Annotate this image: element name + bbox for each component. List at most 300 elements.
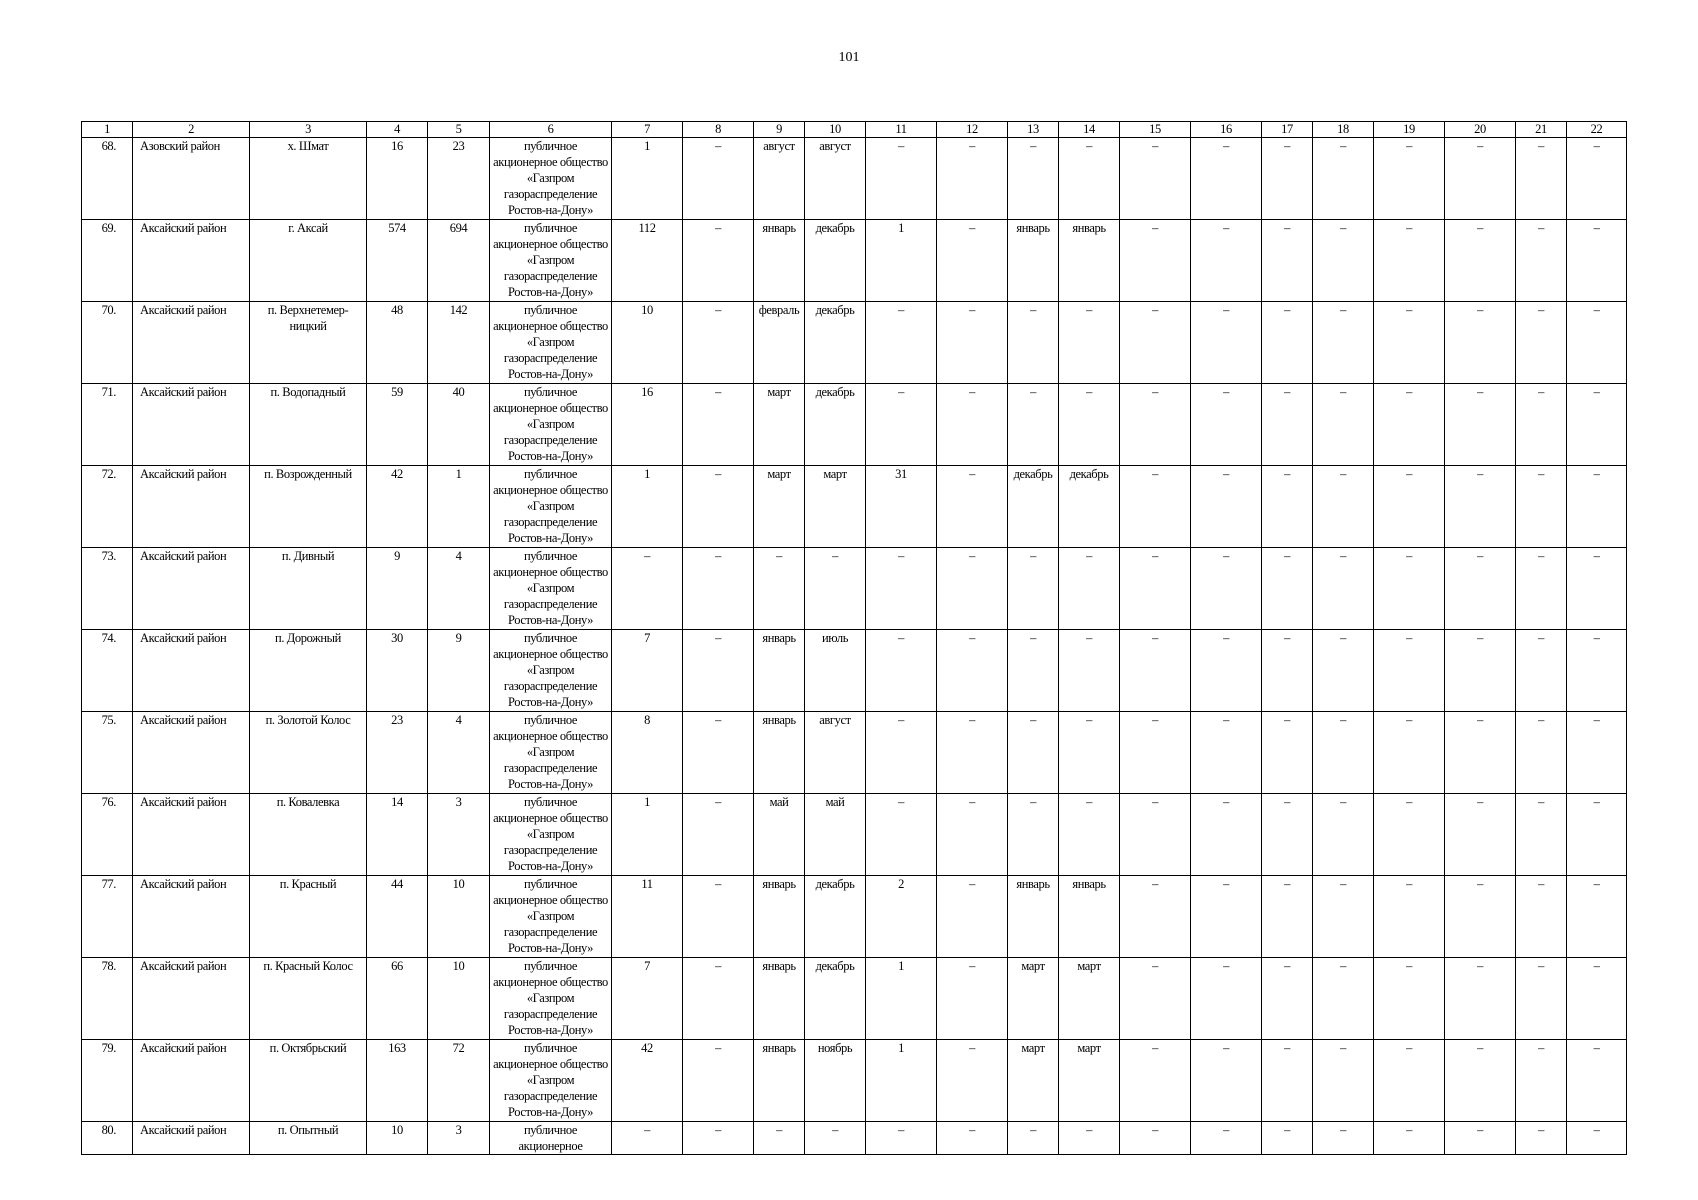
table-body	[82, 138, 1627, 1155]
table-cell-col-22: –	[1567, 1040, 1627, 1122]
table-cell-col-3: п. Дорожный	[250, 630, 367, 712]
table-cell-col-11: –	[866, 1122, 937, 1155]
table-cell-col-20: –	[1445, 548, 1516, 630]
table-cell-col-11: 1	[866, 220, 937, 302]
table-cell-col-21: –	[1516, 384, 1567, 466]
table-cell-col-5: 10	[428, 876, 490, 958]
table-cell-col-6: публичное акционерное общество «Газпром газораспределение Ростов-на-Дону»	[490, 958, 612, 1040]
table-cell-col-20: –	[1445, 876, 1516, 958]
column-header-1: 1	[82, 122, 133, 138]
column-header-15: 15	[1120, 122, 1191, 138]
table-cell-col-8: –	[683, 712, 754, 794]
table-cell-col-16: –	[1191, 876, 1262, 958]
table-cell-col-21: –	[1516, 712, 1567, 794]
table-cell-col-6: публичное акционерное общество «Газпром газораспределение Ростов-на-Дону»	[490, 1040, 612, 1122]
table-cell-col-18: –	[1313, 302, 1374, 384]
table-cell-col-2: Аксайский район	[133, 384, 250, 466]
table-row	[82, 1122, 1627, 1155]
page-number: 101	[838, 50, 860, 65]
table-cell-col-7: 42	[612, 1040, 683, 1122]
table-cell-col-11: –	[866, 712, 937, 794]
table-cell-col-22: –	[1567, 1122, 1627, 1155]
table-cell-col-2: Аксайский район	[133, 630, 250, 712]
table-cell-col-16: –	[1191, 138, 1262, 220]
table-cell-col-9: март	[754, 384, 805, 466]
table-cell-col-16: –	[1191, 302, 1262, 384]
table-cell-col-13: январь	[1008, 220, 1059, 302]
table-cell-col-5: 4	[428, 712, 490, 794]
column-header-16: 16	[1191, 122, 1262, 138]
table-cell-col-20: –	[1445, 302, 1516, 384]
table-cell-col-1: 77.	[82, 876, 133, 958]
table-cell-col-17: –	[1262, 466, 1313, 548]
table-cell-col-20: –	[1445, 1122, 1516, 1155]
table-cell-col-12: –	[937, 384, 1008, 466]
table-cell-col-15: –	[1120, 220, 1191, 302]
table-cell-col-21: –	[1516, 958, 1567, 1040]
table-cell-col-2: Аксайский район	[133, 712, 250, 794]
table-cell-col-11: 1	[866, 958, 937, 1040]
table-cell-col-12: –	[937, 876, 1008, 958]
table-cell-col-6: публичное акционерное	[490, 1122, 612, 1155]
table-cell-col-1: 71.	[82, 384, 133, 466]
table-cell-col-19: –	[1374, 220, 1445, 302]
table-cell-col-20: –	[1445, 138, 1516, 220]
table-cell-col-20: –	[1445, 466, 1516, 548]
table-cell-col-17: –	[1262, 630, 1313, 712]
table-cell-col-14: –	[1059, 138, 1120, 220]
table-cell-col-5: 10	[428, 958, 490, 1040]
table-cell-col-22: –	[1567, 384, 1627, 466]
table-cell-col-1: 68.	[82, 138, 133, 220]
table-cell-col-7: 11	[612, 876, 683, 958]
table-cell-col-22: –	[1567, 794, 1627, 876]
table-cell-col-5: 23	[428, 138, 490, 220]
table-cell-col-3: п. Верхнетемер-ницкий	[250, 302, 367, 384]
table-cell-col-10: декабрь	[805, 220, 866, 302]
table-cell-col-19: –	[1374, 548, 1445, 630]
table-cell-col-18: –	[1313, 384, 1374, 466]
table-cell-col-22: –	[1567, 220, 1627, 302]
table-cell-col-13: –	[1008, 138, 1059, 220]
table-cell-col-21: –	[1516, 630, 1567, 712]
table-cell-col-15: –	[1120, 958, 1191, 1040]
table-cell-col-15: –	[1120, 548, 1191, 630]
table-cell-col-22: –	[1567, 302, 1627, 384]
table-cell-col-1: 72.	[82, 466, 133, 548]
table-row	[82, 302, 1627, 384]
table-cell-col-12: –	[937, 466, 1008, 548]
table-cell-col-8: –	[683, 1122, 754, 1155]
table-row	[82, 384, 1627, 466]
table-cell-col-11: –	[866, 794, 937, 876]
column-header-12: 12	[937, 122, 1008, 138]
table-cell-col-14: –	[1059, 794, 1120, 876]
table-cell-col-9: январь	[754, 1040, 805, 1122]
table-cell-col-14: –	[1059, 384, 1120, 466]
table-cell-col-9: январь	[754, 712, 805, 794]
table-cell-col-10: май	[805, 794, 866, 876]
table-cell-col-16: –	[1191, 958, 1262, 1040]
column-header-7: 7	[612, 122, 683, 138]
table-cell-col-21: –	[1516, 548, 1567, 630]
column-header-20: 20	[1445, 122, 1516, 138]
table-cell-col-14: декабрь	[1059, 466, 1120, 548]
table-cell-col-13: март	[1008, 1040, 1059, 1122]
table-cell-col-12: –	[937, 712, 1008, 794]
table-cell-col-2: Аксайский район	[133, 958, 250, 1040]
table-cell-col-20: –	[1445, 1040, 1516, 1122]
table-cell-col-10: март	[805, 466, 866, 548]
table-cell-col-12: –	[937, 220, 1008, 302]
table-cell-col-5: 3	[428, 1122, 490, 1155]
table-cell-col-8: –	[683, 1040, 754, 1122]
table-cell-col-19: –	[1374, 1122, 1445, 1155]
table-cell-col-8: –	[683, 794, 754, 876]
table-cell-col-10: август	[805, 138, 866, 220]
column-header-18: 18	[1313, 122, 1374, 138]
table-cell-col-9: февраль	[754, 302, 805, 384]
table-cell-col-7: 10	[612, 302, 683, 384]
column-header-3: 3	[250, 122, 367, 138]
table-cell-col-3: п. Возрожденный	[250, 466, 367, 548]
column-header-8: 8	[683, 122, 754, 138]
table-cell-col-12: –	[937, 958, 1008, 1040]
table-cell-col-6: публичное акционерное общество «Газпром газораспределение Ростов-на-Дону»	[490, 630, 612, 712]
table-cell-col-3: п. Опытный	[250, 1122, 367, 1155]
table-cell-col-19: –	[1374, 138, 1445, 220]
table-cell-col-10: июль	[805, 630, 866, 712]
table-cell-col-14: –	[1059, 630, 1120, 712]
table-cell-col-13: –	[1008, 302, 1059, 384]
table-cell-col-21: –	[1516, 876, 1567, 958]
header-row	[82, 122, 1627, 138]
gasification-table	[81, 121, 1627, 1155]
table-cell-col-10: декабрь	[805, 302, 866, 384]
table-cell-col-1: 73.	[82, 548, 133, 630]
table-cell-col-17: –	[1262, 302, 1313, 384]
table-cell-col-7: –	[612, 548, 683, 630]
table-row	[82, 138, 1627, 220]
table-cell-col-4: 16	[367, 138, 428, 220]
table-cell-col-11: 1	[866, 1040, 937, 1122]
table-cell-col-1: 80.	[82, 1122, 133, 1155]
table-cell-col-15: –	[1120, 1122, 1191, 1155]
table-cell-col-2: Аксайский район	[133, 794, 250, 876]
table-cell-col-10: декабрь	[805, 384, 866, 466]
table-row	[82, 466, 1627, 548]
table-cell-col-17: –	[1262, 1122, 1313, 1155]
table-cell-col-13: –	[1008, 548, 1059, 630]
table-cell-col-19: –	[1374, 794, 1445, 876]
table-cell-col-22: –	[1567, 712, 1627, 794]
table-cell-col-10: –	[805, 1122, 866, 1155]
table-cell-col-11: –	[866, 548, 937, 630]
table-cell-col-15: –	[1120, 630, 1191, 712]
table-cell-col-16: –	[1191, 794, 1262, 876]
table-cell-col-21: –	[1516, 1040, 1567, 1122]
table-cell-col-19: –	[1374, 302, 1445, 384]
column-header-5: 5	[428, 122, 490, 138]
column-header-11: 11	[866, 122, 937, 138]
table-cell-col-20: –	[1445, 794, 1516, 876]
table-cell-col-9: январь	[754, 876, 805, 958]
table-cell-col-8: –	[683, 630, 754, 712]
table-cell-col-13: декабрь	[1008, 466, 1059, 548]
table-cell-col-6: публичное акционерное общество «Газпром газораспределение Ростов-на-Дону»	[490, 302, 612, 384]
table-cell-col-12: –	[937, 138, 1008, 220]
table-cell-col-2: Аксайский район	[133, 1122, 250, 1155]
table-cell-col-22: –	[1567, 548, 1627, 630]
table-cell-col-3: п. Красный	[250, 876, 367, 958]
table-cell-col-2: Аксайский район	[133, 466, 250, 548]
table-cell-col-11: –	[866, 630, 937, 712]
table-cell-col-18: –	[1313, 1040, 1374, 1122]
table-row	[82, 958, 1627, 1040]
table-cell-col-8: –	[683, 384, 754, 466]
table-cell-col-4: 10	[367, 1122, 428, 1155]
table-cell-col-13: –	[1008, 712, 1059, 794]
table-cell-col-19: –	[1374, 466, 1445, 548]
table-cell-col-19: –	[1374, 876, 1445, 958]
table-cell-col-7: 1	[612, 466, 683, 548]
table-cell-col-5: 72	[428, 1040, 490, 1122]
table-cell-col-20: –	[1445, 712, 1516, 794]
table-cell-col-15: –	[1120, 712, 1191, 794]
column-header-6: 6	[490, 122, 612, 138]
table-cell-col-16: –	[1191, 630, 1262, 712]
table-cell-col-5: 40	[428, 384, 490, 466]
table-cell-col-12: –	[937, 302, 1008, 384]
table-cell-col-10: август	[805, 712, 866, 794]
table-cell-col-10: ноябрь	[805, 1040, 866, 1122]
table-cell-col-8: –	[683, 302, 754, 384]
table-cell-col-22: –	[1567, 466, 1627, 548]
table-cell-col-7: 7	[612, 958, 683, 1040]
table-cell-col-9: август	[754, 138, 805, 220]
table-cell-col-18: –	[1313, 876, 1374, 958]
table-cell-col-9: –	[754, 548, 805, 630]
table-cell-col-16: –	[1191, 1040, 1262, 1122]
table-cell-col-14: –	[1059, 548, 1120, 630]
table-cell-col-18: –	[1313, 220, 1374, 302]
column-header-14: 14	[1059, 122, 1120, 138]
table-cell-col-2: Аксайский район	[133, 302, 250, 384]
column-header-19: 19	[1374, 122, 1445, 138]
table-cell-col-13: январь	[1008, 876, 1059, 958]
table-cell-col-2: Азовский район	[133, 138, 250, 220]
table-cell-col-4: 163	[367, 1040, 428, 1122]
table-cell-col-4: 23	[367, 712, 428, 794]
table-cell-col-6: публичное акционерное общество «Газпром газораспределение Ростов-на-Дону»	[490, 384, 612, 466]
table-cell-col-7: 7	[612, 630, 683, 712]
column-header-17: 17	[1262, 122, 1313, 138]
table-cell-col-19: –	[1374, 630, 1445, 712]
table-cell-col-12: –	[937, 1122, 1008, 1155]
table-cell-col-18: –	[1313, 138, 1374, 220]
table-cell-col-13: –	[1008, 630, 1059, 712]
table-cell-col-6: публичное акционерное общество «Газпром газораспределение Ростов-на-Дону»	[490, 712, 612, 794]
table-cell-col-19: –	[1374, 712, 1445, 794]
table-cell-col-4: 66	[367, 958, 428, 1040]
table-cell-col-21: –	[1516, 302, 1567, 384]
table-cell-col-7: –	[612, 1122, 683, 1155]
table-row	[82, 712, 1627, 794]
table-cell-col-9: май	[754, 794, 805, 876]
table-cell-col-2: Аксайский район	[133, 876, 250, 958]
table-cell-col-16: –	[1191, 384, 1262, 466]
table-cell-col-3: п. Водопадный	[250, 384, 367, 466]
table-cell-col-19: –	[1374, 1040, 1445, 1122]
table-cell-col-4: 9	[367, 548, 428, 630]
table-cell-col-17: –	[1262, 1040, 1313, 1122]
table-cell-col-11: –	[866, 138, 937, 220]
table-cell-col-22: –	[1567, 138, 1627, 220]
table-cell-col-5: 3	[428, 794, 490, 876]
table-cell-col-20: –	[1445, 958, 1516, 1040]
table-cell-col-10: –	[805, 548, 866, 630]
table-cell-col-20: –	[1445, 630, 1516, 712]
table-cell-col-10: декабрь	[805, 876, 866, 958]
table-cell-col-12: –	[937, 1040, 1008, 1122]
table-cell-col-12: –	[937, 548, 1008, 630]
table-cell-col-14: март	[1059, 958, 1120, 1040]
table-cell-col-14: январь	[1059, 220, 1120, 302]
table-cell-col-1: 78.	[82, 958, 133, 1040]
table-cell-col-19: –	[1374, 384, 1445, 466]
table-cell-col-21: –	[1516, 794, 1567, 876]
table-cell-col-17: –	[1262, 548, 1313, 630]
table-cell-col-8: –	[683, 466, 754, 548]
table-cell-col-6: публичное акционерное общество «Газпром газораспределение Ростов-на-Дону»	[490, 466, 612, 548]
table-row	[82, 630, 1627, 712]
table-cell-col-17: –	[1262, 138, 1313, 220]
table-cell-col-4: 59	[367, 384, 428, 466]
table-cell-col-14: январь	[1059, 876, 1120, 958]
table-cell-col-1: 76.	[82, 794, 133, 876]
table-cell-col-22: –	[1567, 876, 1627, 958]
table-cell-col-15: –	[1120, 794, 1191, 876]
table-cell-col-13: –	[1008, 1122, 1059, 1155]
table-cell-col-7: 112	[612, 220, 683, 302]
table-cell-col-11: 2	[866, 876, 937, 958]
table-cell-col-12: –	[937, 630, 1008, 712]
table-cell-col-9: –	[754, 1122, 805, 1155]
table-cell-col-1: 79.	[82, 1040, 133, 1122]
table-cell-col-7: 1	[612, 794, 683, 876]
table-cell-col-4: 574	[367, 220, 428, 302]
column-header-21: 21	[1516, 122, 1567, 138]
table-cell-col-8: –	[683, 138, 754, 220]
table-cell-col-4: 14	[367, 794, 428, 876]
table-cell-col-5: 4	[428, 548, 490, 630]
table-cell-col-13: –	[1008, 384, 1059, 466]
table-cell-col-11: –	[866, 302, 937, 384]
table-cell-col-18: –	[1313, 630, 1374, 712]
table-cell-col-9: январь	[754, 958, 805, 1040]
column-header-22: 22	[1567, 122, 1627, 138]
table-cell-col-11: –	[866, 384, 937, 466]
table-cell-col-7: 1	[612, 138, 683, 220]
table-cell-col-17: –	[1262, 384, 1313, 466]
table-cell-col-15: –	[1120, 302, 1191, 384]
table-cell-col-3: п. Золотой Колос	[250, 712, 367, 794]
table-cell-col-18: –	[1313, 712, 1374, 794]
table-cell-col-9: январь	[754, 220, 805, 302]
table-cell-col-21: –	[1516, 466, 1567, 548]
table-cell-col-2: Аксайский район	[133, 548, 250, 630]
table-cell-col-18: –	[1313, 466, 1374, 548]
table-cell-col-4: 30	[367, 630, 428, 712]
table-cell-col-3: г. Аксай	[250, 220, 367, 302]
table-cell-col-8: –	[683, 958, 754, 1040]
column-header-9: 9	[754, 122, 805, 138]
table-cell-col-12: –	[937, 794, 1008, 876]
table-cell-col-2: Аксайский район	[133, 220, 250, 302]
table-cell-col-18: –	[1313, 548, 1374, 630]
table-cell-col-6: публичное акционерное общество «Газпром газораспределение Ростов-на-Дону»	[490, 138, 612, 220]
table-cell-col-6: публичное акционерное общество «Газпром газораспределение Ростов-на-Дону»	[490, 794, 612, 876]
table-cell-col-8: –	[683, 548, 754, 630]
table-cell-col-5: 694	[428, 220, 490, 302]
table-cell-col-7: 8	[612, 712, 683, 794]
table-cell-col-6: публичное акционерное общество «Газпром газораспределение Ростов-на-Дону»	[490, 548, 612, 630]
table-row	[82, 876, 1627, 958]
table-cell-col-11: 31	[866, 466, 937, 548]
table-cell-col-18: –	[1313, 1122, 1374, 1155]
table-cell-col-15: –	[1120, 466, 1191, 548]
table-cell-col-8: –	[683, 220, 754, 302]
table-cell-col-15: –	[1120, 1040, 1191, 1122]
table-cell-col-4: 44	[367, 876, 428, 958]
table-cell-col-15: –	[1120, 138, 1191, 220]
table-cell-col-18: –	[1313, 958, 1374, 1040]
table-cell-col-17: –	[1262, 794, 1313, 876]
table-cell-col-5: 142	[428, 302, 490, 384]
table-cell-col-14: –	[1059, 712, 1120, 794]
table-row	[82, 794, 1627, 876]
column-header-10: 10	[805, 122, 866, 138]
table-cell-col-16: –	[1191, 548, 1262, 630]
table-cell-col-21: –	[1516, 220, 1567, 302]
table-cell-col-14: –	[1059, 1122, 1120, 1155]
table-cell-col-4: 42	[367, 466, 428, 548]
table-cell-col-5: 1	[428, 466, 490, 548]
table-cell-col-14: март	[1059, 1040, 1120, 1122]
table-cell-col-8: –	[683, 876, 754, 958]
table-cell-col-14: –	[1059, 302, 1120, 384]
table-cell-col-17: –	[1262, 220, 1313, 302]
table-cell-col-13: март	[1008, 958, 1059, 1040]
table-cell-col-10: декабрь	[805, 958, 866, 1040]
table-cell-col-1: 75.	[82, 712, 133, 794]
table-cell-col-3: п. Ковалевка	[250, 794, 367, 876]
column-header-13: 13	[1008, 122, 1059, 138]
table-cell-col-17: –	[1262, 958, 1313, 1040]
table-cell-col-16: –	[1191, 712, 1262, 794]
table-cell-col-20: –	[1445, 220, 1516, 302]
table-cell-col-7: 16	[612, 384, 683, 466]
table-cell-col-1: 74.	[82, 630, 133, 712]
table-cell-col-9: январь	[754, 630, 805, 712]
table-cell-col-9: март	[754, 466, 805, 548]
table-cell-col-17: –	[1262, 876, 1313, 958]
table-cell-col-17: –	[1262, 712, 1313, 794]
table-cell-col-6: публичное акционерное общество «Газпром газораспределение Ростов-на-Дону»	[490, 876, 612, 958]
table-cell-col-4: 48	[367, 302, 428, 384]
table-cell-col-18: –	[1313, 794, 1374, 876]
table-row	[82, 220, 1627, 302]
